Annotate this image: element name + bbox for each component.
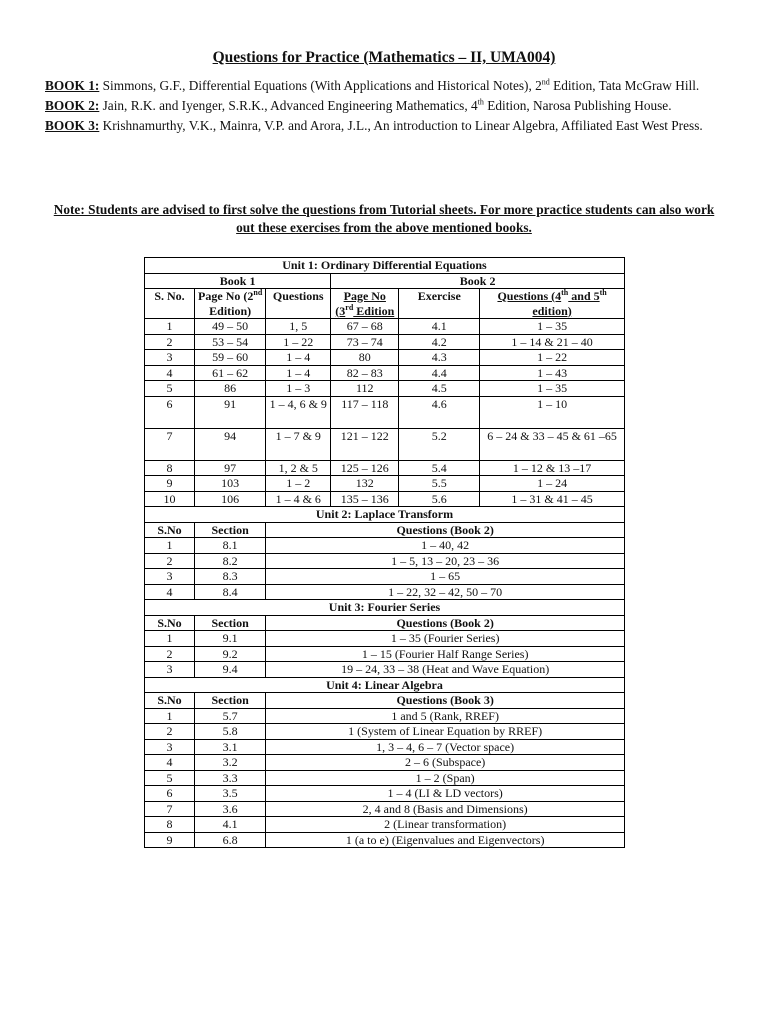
exercise-cell: 4.6 [399,396,480,428]
table-row [145,755,625,771]
sno-cell: 2 [145,724,195,740]
questions-book2-cell: 6 – 24 & 33 – 45 & 61 –65 [480,428,625,460]
table-row [145,319,625,335]
section-cell: 9.2 [195,646,266,662]
sno-cell: 6 [145,786,195,802]
questions-cell: 1 – 40, 42 [266,538,625,554]
questions-cell: 1 – 22 [266,334,331,350]
table-row [145,538,625,554]
section-cell: 9.1 [195,631,266,647]
table-row [145,724,625,740]
book-text: Jain, R.K. and Iyenger, S.R.K., Advanced Engineering Mathematics, 4 [99,98,478,113]
col-questions-header: Questions [266,289,331,319]
book-edition-sup: nd [541,77,550,87]
table-row [145,832,625,848]
questions-cell: 1 – 4, 6 & 9 [266,396,331,428]
exercise-cell: 4.1 [399,319,480,335]
questions-cell: 19 – 24, 33 – 38 (Heat and Wave Equation) [266,662,625,678]
page-book1-cell: 59 – 60 [195,350,266,366]
page-book2-cell: 82 – 83 [331,365,399,381]
table-row [145,708,625,724]
sno-cell: 1 [145,319,195,335]
questions-book2-cell: 1 – 14 & 21 – 40 [480,334,625,350]
book-reference [45,76,723,96]
book-text-end: Edition, Narosa Publishing House. [483,98,672,113]
exercise-cell: 5.4 [399,460,480,476]
section-cell: 3.6 [195,801,266,817]
sno-cell: 7 [145,801,195,817]
questions-book2-cell: 1 – 24 [480,476,625,492]
questions-cell: 1 – 15 (Fourier Half Range Series) [266,646,625,662]
sno-cell: 4 [145,365,195,381]
col-sno-header: S. No. [145,289,195,319]
col-questions-header: Questions (Book 2) [266,522,625,538]
questions-book2-cell: 1 – 22 [480,350,625,366]
page-book1-cell: 49 – 50 [195,319,266,335]
sno-cell: 9 [145,832,195,848]
questions-cell: 1 – 7 & 9 [266,428,331,460]
book-text-end: Edition, Tata McGraw Hill. [549,78,700,93]
section-cell: 3.2 [195,755,266,771]
questions-cell: 1 – 5, 13 – 20, 23 – 36 [266,553,625,569]
unit2-title: Unit 2: Laplace Transform [145,507,625,523]
page-book1-cell: 103 [195,476,266,492]
sno-cell: 10 [145,491,195,507]
col-sno-header: S.No [145,615,195,631]
table-row [145,396,625,428]
book-reference [45,116,723,136]
page-book2-cell: 135 – 136 [331,491,399,507]
questions-cell: 1 – 35 (Fourier Series) [266,631,625,647]
questions-cell: 2 (Linear transformation) [266,817,625,833]
page-book1-cell: 86 [195,381,266,397]
page-book2-cell: 125 – 126 [331,460,399,476]
table-row [145,739,625,755]
book-text: Simmons, G.F., Differential Equations (With Applications and Historical Notes), 2 [99,78,542,93]
questions-cell: 1 – 4 & 6 [266,491,331,507]
page-book2-cell: 80 [331,350,399,366]
unit3-title: Unit 3: Fourier Series [145,600,625,616]
col-exercise-header: Exercise [399,289,480,319]
sno-cell: 3 [145,569,195,585]
questions-cell: 1 (System of Linear Equation by RREF) [266,724,625,740]
sno-cell: 8 [145,817,195,833]
table-row [145,350,625,366]
section-cell: 6.8 [195,832,266,848]
page-book1-cell: 91 [195,396,266,428]
sno-cell: 8 [145,460,195,476]
col-section-header: Section [195,693,266,709]
section-cell: 3.1 [195,739,266,755]
questions-cell: 1 – 3 [266,381,331,397]
page-book2-cell: 73 – 74 [331,334,399,350]
table-row [145,569,625,585]
table-row [145,662,625,678]
section-cell: 8.4 [195,584,266,600]
sno-cell: 1 [145,708,195,724]
book-label: BOOK 1: [45,78,100,93]
col-questions-header: Questions (Book 2) [266,615,625,631]
sno-cell: 2 [145,646,195,662]
questions-book2-cell: 1 – 31 & 41 – 45 [480,491,625,507]
table-row [145,428,625,460]
page-book1-cell: 53 – 54 [195,334,266,350]
questions-cell: 1 – 4 (LI & LD vectors) [266,786,625,802]
page-book2-cell: 67 – 68 [331,319,399,335]
sno-cell: 5 [145,381,195,397]
col-sno-header: S.No [145,693,195,709]
col-section-header: Section [195,615,266,631]
section-cell: 4.1 [195,817,266,833]
book-label: BOOK 3: [45,118,100,133]
section-cell: 8.3 [195,569,266,585]
book-text: Krishnamurthy, V.K., Mainra, V.P. and Arora, J.L., An introduction to Linear Algebra, Affiliated East West Press. [99,118,703,133]
practice-table [144,257,625,848]
table-row [145,584,625,600]
page-book1-cell: 106 [195,491,266,507]
book-list [45,76,723,136]
col-page-book1-header: Page No (2nd Edition) [195,289,266,319]
table-row [145,476,625,492]
unit1-title: Unit 1: Ordinary Differential Equations [145,258,625,274]
questions-book2-cell: 1 – 35 [480,319,625,335]
note-text: Note: Students are advised to first solve the questions from Tutorial sheets. For more practice students can also work out these exercises from the above mentioned books. [53,202,715,235]
section-cell: 8.2 [195,553,266,569]
table-row [145,334,625,350]
table-row [145,786,625,802]
questions-book2-cell: 1 – 35 [480,381,625,397]
section-cell: 3.5 [195,786,266,802]
questions-cell: 1 – 65 [266,569,625,585]
section-cell: 8.1 [195,538,266,554]
section-cell: 3.3 [195,770,266,786]
sno-cell: 3 [145,662,195,678]
section-cell: 9.4 [195,662,266,678]
book2-header: Book 2 [331,273,625,289]
questions-cell: 1 – 4 [266,365,331,381]
sno-cell: 2 [145,334,195,350]
questions-book2-cell: 1 – 43 [480,365,625,381]
table-row [145,491,625,507]
table-row [145,801,625,817]
col-page-book2-header: Page No (3rd Edition [331,289,399,319]
questions-cell: 2, 4 and 8 (Basis and Dimensions) [266,801,625,817]
sno-cell: 7 [145,428,195,460]
col-questions-header: Questions (Book 3) [266,693,625,709]
questions-cell: 1 and 5 (Rank, RREF) [266,708,625,724]
questions-cell: 1, 3 – 4, 6 – 7 (Vector space) [266,739,625,755]
page-book1-cell: 61 – 62 [195,365,266,381]
table-row [145,460,625,476]
sno-cell: 4 [145,584,195,600]
page-book1-cell: 97 [195,460,266,476]
table-row [145,381,625,397]
section-cell: 5.7 [195,708,266,724]
table-row [145,631,625,647]
table-row [145,365,625,381]
sno-cell: 1 [145,538,195,554]
section-cell: 5.8 [195,724,266,740]
book1-header: Book 1 [145,273,331,289]
sno-cell: 1 [145,631,195,647]
table-row [145,646,625,662]
col-section-header: Section [195,522,266,538]
table-row [145,817,625,833]
exercise-cell: 4.2 [399,334,480,350]
questions-cell: 1 – 2 [266,476,331,492]
sno-cell: 5 [145,770,195,786]
book-reference [45,96,723,116]
page-title: Questions for Practice (Mathematics – II, UMA004) [212,49,556,66]
exercise-cell: 4.4 [399,365,480,381]
exercise-cell: 5.5 [399,476,480,492]
page-book2-cell: 112 [331,381,399,397]
book-edition-sup: th [477,97,484,107]
questions-cell: 1, 5 [266,319,331,335]
sno-cell: 4 [145,755,195,771]
questions-cell: 1 – 4 [266,350,331,366]
questions-book2-cell: 1 – 10 [480,396,625,428]
sno-cell: 3 [145,739,195,755]
questions-cell: 1, 2 & 5 [266,460,331,476]
table-row [145,553,625,569]
questions-cell: 1 – 2 (Span) [266,770,625,786]
page-book2-cell: 121 – 122 [331,428,399,460]
col-sno-header: S.No [145,522,195,538]
exercise-cell: 4.5 [399,381,480,397]
unit4-title: Unit 4: Linear Algebra [145,677,625,693]
book-label: BOOK 2: [45,98,100,113]
page-book2-cell: 117 – 118 [331,396,399,428]
questions-cell: 1 (a to e) (Eigenvalues and Eigenvectors) [266,832,625,848]
questions-book2-cell: 1 – 12 & 13 –17 [480,460,625,476]
sno-cell: 9 [145,476,195,492]
questions-cell: 2 – 6 (Subspace) [266,755,625,771]
exercise-cell: 4.3 [399,350,480,366]
sno-cell: 2 [145,553,195,569]
questions-cell: 1 – 22, 32 – 42, 50 – 70 [266,584,625,600]
exercise-cell: 5.6 [399,491,480,507]
page-book2-cell: 132 [331,476,399,492]
sno-cell: 6 [145,396,195,428]
exercise-cell: 5.2 [399,428,480,460]
page-book1-cell: 94 [195,428,266,460]
col-questions-book2-header: Questions (4th and 5th edition) [480,289,625,319]
sno-cell: 3 [145,350,195,366]
table-row [145,770,625,786]
